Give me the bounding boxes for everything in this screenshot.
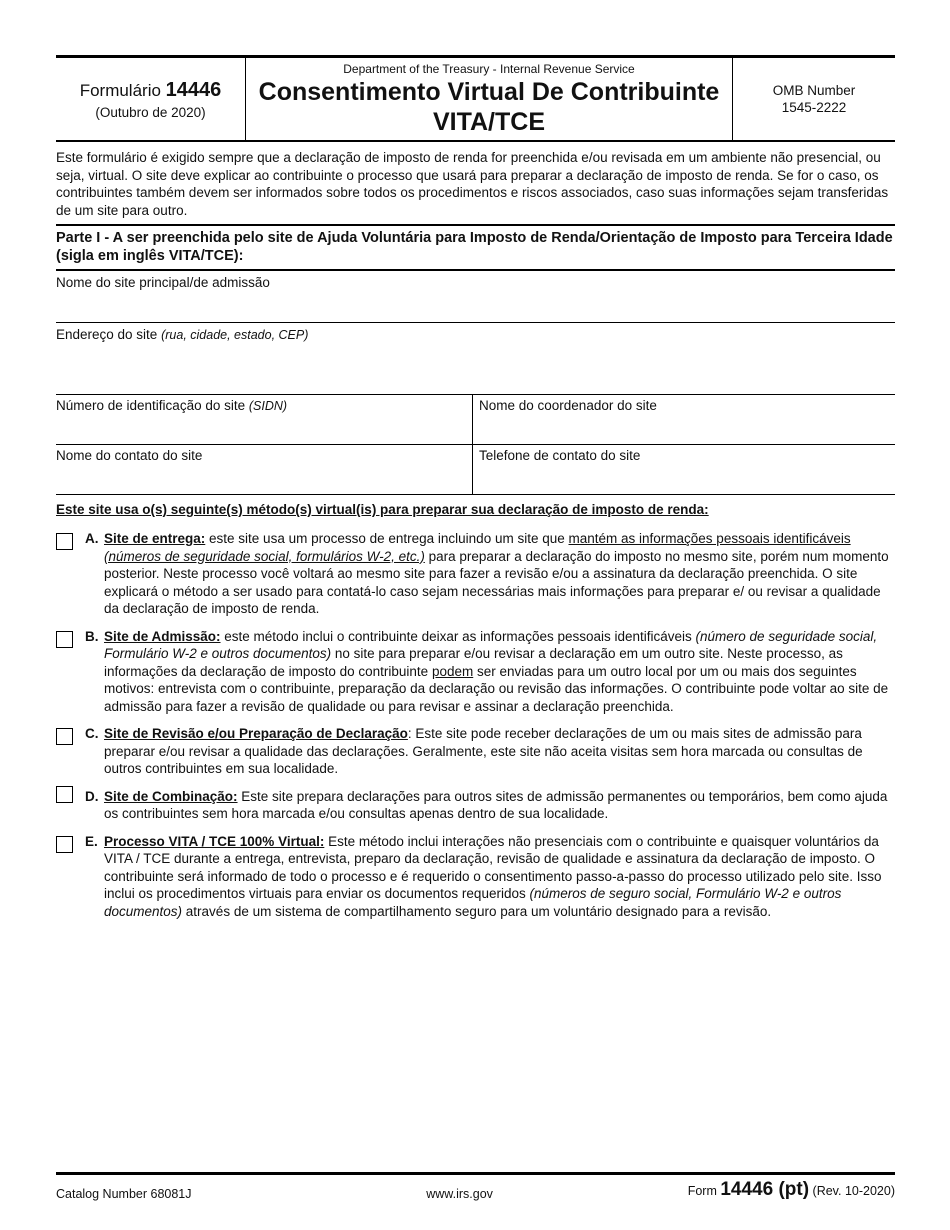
option-c-text: : Este site pode receber declarações de um ou mais sites de admissão para preparar e/ou revisar a qualidade das declarações. Geralmente, este site não aceita visitas sem hora marcada ou consultas de outros contribuintes em sua localidade. — [104, 726, 863, 776]
option-a-letter: A. — [85, 531, 99, 546]
option-c-checkbox[interactable] — [56, 728, 73, 745]
option-e-italic: (números de seguro social, Formulário W-2 e outros documentos) — [104, 886, 842, 919]
website-link[interactable]: www.irs.gov — [426, 1187, 493, 1201]
footer-form-prefix: Form — [687, 1184, 717, 1198]
sidn-field[interactable] — [56, 395, 472, 444]
option-d-text: Este site prepara declarações para outros sites de admissão permanentes ou temporários, bem como ajuda os contribuintes sem hora marcada e/ou consultas apenas dentro de sua localidade. — [104, 788, 888, 821]
option-b-underline: podem — [431, 663, 474, 679]
intro-text: Este formulário é exigido sempre que a declaração de imposto de renda for preenchida e/ou revisada em um ambiente não presencial, ou seja, virtual. O site deve explicar ao contribuinte o processo que usará para preparar a declaração de imposto de renda. Se for o caso, os contribuintes também devem ser informados sobre todos os procedimentos e riscos associados, caso suas informações sejam transferidas de um site para outro. — [56, 149, 895, 226]
catalog-number: Catalog Number 68081J — [56, 1187, 192, 1201]
option-b-text: este método inclui o contribuinte deixar as informações pessoais identificáveis — [220, 628, 696, 644]
department: Department of the Treasury - Internal Revenue Service — [343, 62, 635, 76]
form-label: Formulário — [79, 80, 161, 100]
form-title-line1: Consentimento Virtual De Contribuinte — [258, 78, 720, 106]
site-name-field[interactable] — [56, 271, 895, 323]
option-b-checkbox[interactable] — [56, 631, 73, 648]
address-hint: (rua, cidade, estado, CEP) — [161, 328, 309, 342]
form-number: 14446 — [165, 78, 222, 101]
footer-rev: (Rev. 10-2020) — [812, 1184, 895, 1198]
option-b-text-3: ser enviadas para um outro local por um ou mais dos seguintes motivos: entrevista com o contribuinte, preparação da declaração ou revisão das informações. O contribuinte pode voltar ao site de admissão para fazer a revisão de qualidade ou para revisar e assinar a declaração preenchida. — [104, 663, 889, 714]
option-b-letter: B. — [85, 628, 99, 644]
form-page — [56, 55, 895, 920]
footer-form-number: 14446 (pt) — [720, 1179, 810, 1200]
option-c — [56, 725, 895, 778]
site-address-field[interactable] — [56, 323, 895, 395]
form-date: (Outubro de 2020) — [95, 104, 206, 120]
option-b-text-2: no site para preparar e/ou revisar a declaração em um outro site. Neste processo, as informações da declaração de imposto do contribuinte — [104, 646, 843, 679]
methods-heading: Este site usa o(s) seguinte(s) método(s) virtual(is) para preparar sua declaração de imposto de renda: — [56, 502, 709, 517]
option-a-name: Site de entrega: — [104, 531, 206, 546]
option-a-text: este site usa um processo de entrega incluindo um site que — [205, 531, 569, 546]
option-b-name: Site de Admissão: — [104, 628, 221, 644]
option-d-name: Site de Combinação: — [104, 788, 238, 804]
contact-phone-field[interactable] — [472, 445, 895, 494]
option-e-letter: E. — [85, 833, 98, 849]
option-a-checkbox[interactable] — [56, 533, 73, 550]
option-e-text: Este método inclui interações não presenciais com o contribuinte e quaisquer voluntários da VITA / TCE durante a entrega, entrevista, preparo da declaração, revisão de qualidade e assinatura da declaração de imposto. O contribuinte será informado de todo o processo e é requerido o consentimento passo-a-passo do processo utilizado pelo site. Isso inclui os procedimentos virtuais para enviar os documentos requeridos — [104, 833, 882, 901]
option-a — [56, 530, 895, 618]
title-block — [246, 58, 732, 140]
option-c-letter: C. — [85, 726, 99, 741]
option-e-text-2: através de um sistema de compartilhamento seguro para um voluntário designado para a revisão. — [182, 903, 772, 919]
form-header — [56, 55, 895, 142]
option-d-checkbox[interactable] — [56, 786, 73, 803]
contact-name-label: Nome do contato do site — [56, 448, 203, 463]
form-id-block — [56, 58, 246, 140]
address-label: Endereço do site — [56, 327, 158, 342]
sidn-coordinator-row — [56, 395, 895, 445]
option-d-letter: D. — [85, 788, 99, 804]
option-e — [56, 833, 895, 921]
option-a-underline: mantém as informações pessoais identificáveis — [568, 531, 851, 546]
part1-heading: Parte I - A ser preenchida pelo site de Ajuda Voluntária para Imposto de Renda/Orientação de Imposto para Terceira Idade (sigla em inglês VITA/TCE): — [56, 226, 895, 271]
sidn-label: Número de identificação do site — [56, 398, 246, 413]
omb-number: 1545-2222 — [781, 100, 847, 115]
option-e-checkbox[interactable] — [56, 836, 73, 853]
omb-label: OMB Number — [772, 83, 856, 98]
contact-phone-label: Telefone de contato do site — [479, 448, 641, 463]
site-name-label: Nome do site principal/de admissão — [56, 275, 270, 290]
omb-block — [732, 58, 895, 140]
form-title-line2: VITA/TCE — [432, 108, 546, 136]
footer-form-id — [688, 1179, 895, 1201]
coordinator-field[interactable] — [472, 395, 895, 444]
option-b-italic: (número de seguridade social, Formulário W-2 e outros documentos) — [104, 628, 878, 661]
option-a-italic: (números de seguridade social, formulários W-2, etc.) — [104, 548, 425, 564]
option-b — [56, 628, 895, 716]
contact-name-field[interactable] — [56, 445, 472, 494]
form-footer — [56, 1172, 895, 1201]
option-d — [56, 788, 895, 823]
coordinator-label: Nome do coordenador do site — [479, 398, 657, 413]
contact-row — [56, 445, 895, 495]
option-e-name: Processo VITA / TCE 100% Virtual: — [104, 833, 325, 849]
sidn-hint: (SIDN) — [248, 399, 288, 413]
option-a-text-2: para preparar a declaração do imposto no mesmo site, porém num momento posterior. Neste processo você voltará ao mesmo site para fazer a revisão e/ou a assinatura da declaração preenchida. O site explicará o método a ser usado para contatá-lo caso sejam necessárias mais informações para preparar e/ ou revisar a qualidade da declaração de imposto de renda. — [104, 548, 889, 616]
option-c-name: Site de Revisão e/ou Preparação de Declaração — [104, 726, 408, 741]
